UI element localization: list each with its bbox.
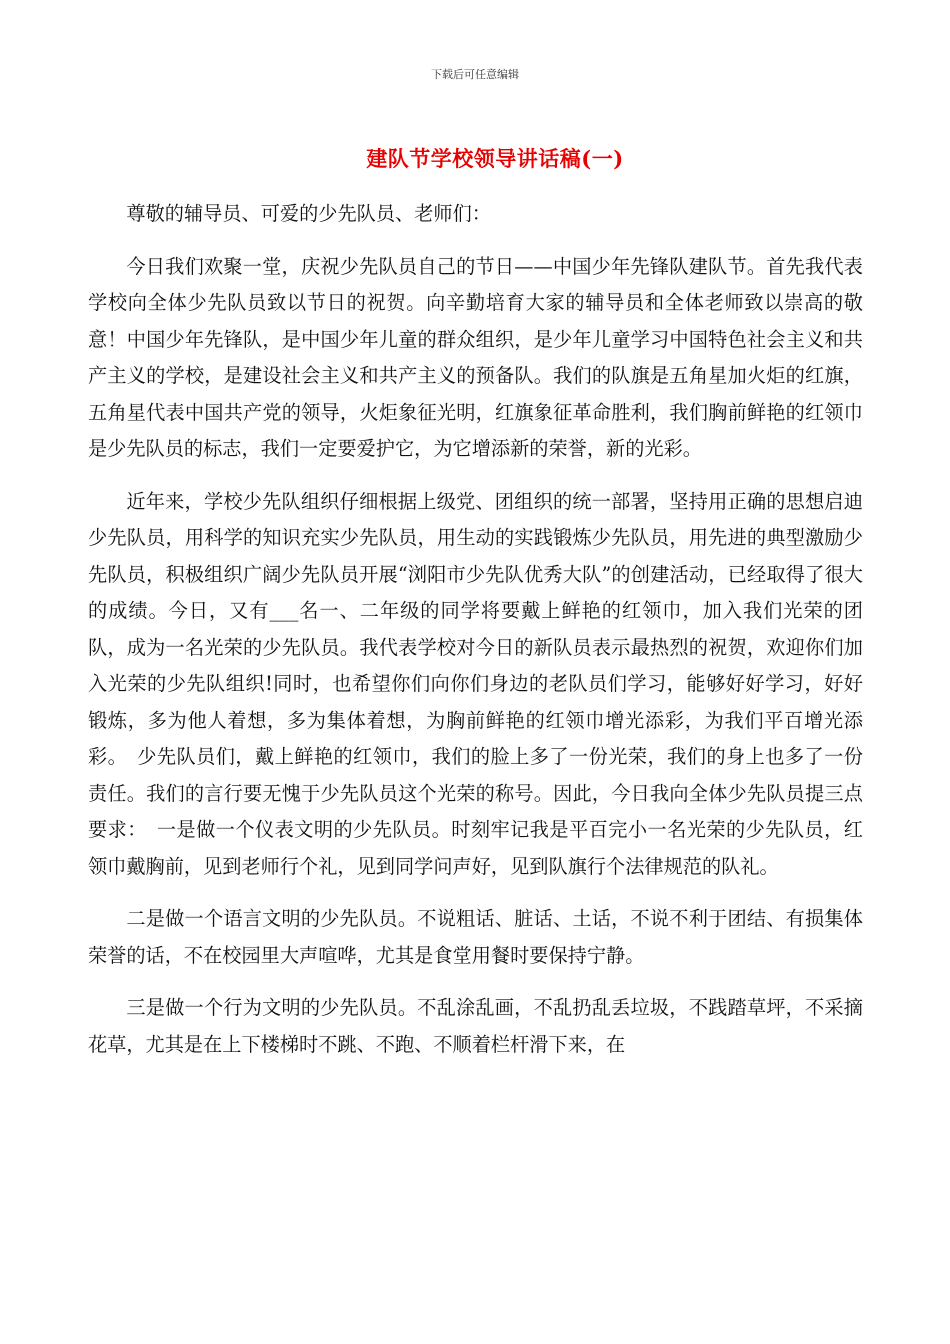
body-paragraph: 今日我们欢聚一堂，庆祝少先队员自己的节日——中国少年先锋队建队节。首先我代表学校向全体少先队员致以节日的祝贺。向辛勤培育大家的辅导员和全体老师致以崇高的敬意！中国少年先锋队，是中国少年儿童的群众组织，是少年儿童学习中国特色社会主义和共产主义的学校，是建设社会主义和共产主义的预备队。我们的队旗是五角星加火炬的红旗，五角星代表中国共产党的领导，火炬象征光明，红旗象征革命胜利，我们胸前鲜艳的红领巾是少先队员的标志，我们一定要爱护它，为它增添新的荣誉，新的光彩。 — [88, 254, 863, 460]
body-paragraph: 三是做一个行为文明的少先队员。不乱涂乱画，不乱扔乱丢垃圾，不践踏草坪，不采摘花草，尤其是在上下楼梯时不跳、不跑、不顺着栏杆滑下来，在 — [88, 996, 863, 1056]
body-paragraph: 二是做一个语言文明的少先队员。不说粗话、脏话、土话，不说不利于团结、有损集体荣誉的话，不在校园里大声喧哗，尤其是食堂用餐时要保持宁静。 — [88, 907, 863, 967]
document-body — [88, 196, 863, 1063]
document-title: 建队节学校领导讲话稿(一) — [366, 146, 624, 171]
header-note: 下载后可任意编辑 — [431, 68, 519, 81]
salutation-paragraph: 尊敬的辅导员、可爱的少先队员、老师们： — [126, 202, 491, 225]
body-paragraph: 近年来，学校少先队组织仔细根据上级党、团组织的统一部署，坚持用正确的思想启迪少先队员，用科学的知识充实少先队员，用生动的实践锻炼少先队员，用先进的典型激励少先队员，积极组织广阔少先队员开展“浏阳市少先队优秀大队”的创建活动，已经取得了很大的成绩。今日，又有___名一、二年级的同学将要戴上鲜艳的红领巾，加入我们光荣的团队，成为一名光荣的少先队员。我代表学校对今日的新队员表示最热烈的祝贺，欢迎你们加入光荣的少先队组织!同时，也希望你们向你们身边的老队员们学习，能够好好学习，好好锻炼，多为他人着想，多为集体着想，为胸前鲜艳的红领巾增光添彩，为我们平百增光添彩。 少先队员们，戴上鲜艳的红领巾，我们的脸上多了一份光荣，我们的身上也多了一份责任。我们的言行要无愧于少先队员这个光荣的称号。因此，今日我向全体少先队员提三点要求： 一是做一个仪表文明的少先队员。时刻牢记我是平百完小一名光荣的少先队员，红领巾戴胸前，见到老师行个礼，见到同学问声好，见到队旗行个法律规范的队礼。 — [88, 489, 863, 878]
